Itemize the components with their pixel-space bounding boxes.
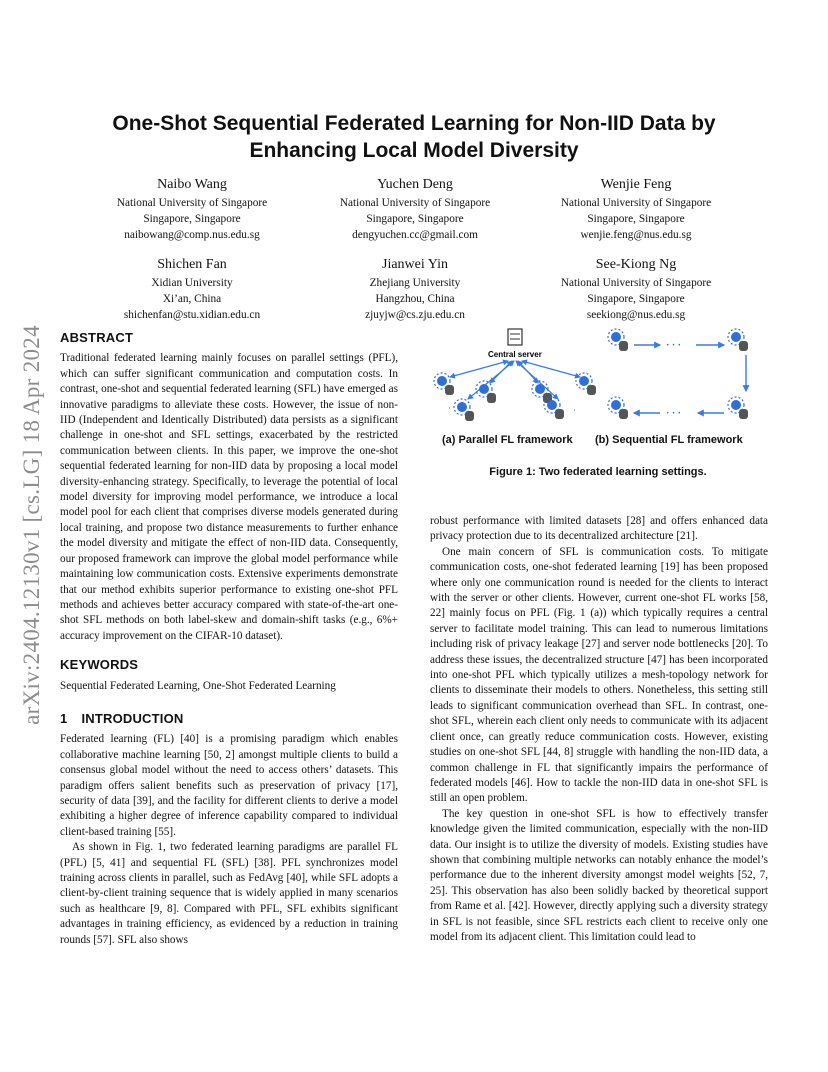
author-name: See-Kiong Ng <box>595 257 677 272</box>
intro-heading <box>60 711 398 726</box>
author-location: Singapore, Singapore <box>143 213 241 225</box>
author-card <box>77 255 307 323</box>
svg-text:·: · <box>448 404 451 413</box>
author-name: Naibo Wang <box>157 177 227 192</box>
author-location: Singapore, Singapore <box>587 293 685 305</box>
author-location: Singapore, Singapore <box>366 213 464 225</box>
abstract-text: Traditional federated learning mainly focuses on parallel settings (PFL), which can suffer significant communication and computation costs. In contrast, one-shot and sequential federated learning (SFL) have emerged as innovative paradigms to alleviate these costs. However, the issue of non-IID (Independent and Identically Distributed) data persists as a significant challenge in one-shot and SFL settings, exacerbated by the restricted communication between clients. In this paper, we improve the one-shot sequential federated learning for non-IID data by proposing a local model diversity-enhancing strategy. Specifically, to leverage the potential of local model diversity for improving model performance, we introduce a local model pool for each client that comprises diverse models generated during local training, and propose two distance measurements to further enhance the model diversity and mitigate the effect of non-IID data. Consequently, our proposed framework can improve the global model performance while maintaining low communication costs. Extensive experiments demonstrate that our method exhibits superior performance to existing one-shot PFL methods and achieves better accuracy compared with state-of-the-art one-shot SFL methods on both label-skew and domain-shift tasks (e.g., 6%+ accuracy improvement on the CIFAR-10 dataset). <box>60 352 398 642</box>
author-affiliation: National University of Singapore <box>560 197 712 209</box>
keywords-heading: KEYWORDS <box>60 657 139 673</box>
author-card <box>521 255 751 323</box>
body-paragraph: The key question in one-shot SFL is how to effectively transfer knowledge given the limited communication, especially with the non-IID data. Our insight is to utilize the diversity of models. Existing studies have shown that combining multiple networks can notably enhance the model’s performance due to the inherent diversity amongst model weights [52, 7, 25]. This observation has also been solidly backed by theoretical support from Rame et al. [42]. However, directly applying such a diversity strategy in SFL is not feasible, since SFL restricts each client to receive only one model from its adjacent client. This limitation could lead to <box>430 807 768 943</box>
keywords-text: Sequential Federated Learning, One-Shot Federated Learning <box>60 679 336 692</box>
author-location: Singapore, Singapore <box>587 213 685 225</box>
author-affiliation: National University of Singapore <box>116 197 268 209</box>
figure-subcaption-b: (b) Sequential FL framework <box>595 434 743 446</box>
figure-1-diagram <box>428 325 768 435</box>
figure-caption: Figure 1: Two federated learning settings. <box>489 466 707 478</box>
author-card <box>300 255 530 323</box>
figure-subcaption-a: (a) Parallel FL framework <box>442 434 573 446</box>
author-name: Shichen Fan <box>157 257 227 272</box>
server-label: Central server <box>488 350 542 359</box>
parallel-fl-diagram <box>434 329 596 421</box>
abstract-heading: ABSTRACT <box>60 330 134 345</box>
intro-paragraph: Federated learning (FL) [40] is a promising paradigm which enables collaborative machine learning [50, 2] amongst multiple clients to build a consensus global model without the need to access others’ datasets. This paradigm offers salient benefits such as preservation of privacy [17], security of data [39], and the facility for different clients to derive a model exhibiting a higher degree of inference capability compared to individual client-based training [55]. <box>60 733 398 838</box>
author-email: shichenfan@stu.xidian.edu.cn <box>123 309 261 321</box>
author-affiliation: Xidian University <box>151 277 233 289</box>
author-card <box>77 175 307 243</box>
sequence-dots: · · · <box>666 340 682 351</box>
author-affiliation: Zhejiang University <box>369 277 461 289</box>
author-location: Hangzhou, China <box>375 293 455 305</box>
sequential-fl-diagram <box>608 329 748 419</box>
svg-text:·: · <box>573 406 576 415</box>
paper-title: One-Shot Sequential Federated Learning for Non-IID Data by Enhancing Local Model Diversity <box>112 112 716 162</box>
right-column <box>430 514 768 945</box>
section-number: 1 <box>60 710 68 726</box>
author-name: Yuchen Deng <box>377 177 453 192</box>
author-location: Xi’an, China <box>162 293 222 305</box>
body-paragraph: robust performance with limited datasets [28] and offers enhanced data privacy protection due to its decentralized architecture [21]. <box>430 515 768 543</box>
author-affiliation: National University of Singapore <box>339 197 491 209</box>
arxiv-sidebar-stamp <box>18 290 46 760</box>
author-email: zjuyjw@cs.zju.edu.cn <box>365 309 465 321</box>
author-email: dengyuchen.cc@gmail.com <box>352 229 478 241</box>
body-paragraph: One main concern of SFL is communication costs. To mitigate communication costs, one-shot federated learning [19] has been proposed where only one communication round is needed for the clients to interact with the server or other clients. However, current one-shot FL works [58, 22] mainly focus on PFL (Fig. 1 (a)) which typically requires a central server to facilitate model training. This can lead to numerous limitations including risk of privacy leakage [27] and server node bottlenecks [20]. To address these issues, the decentralized structure [47] has been incorporated into one-shot PFL which typically utilizes a mesh-topology network for clients to disseminate their models to others. Nonetheless, this setting still leads to significant communication overhead than SFL. In contrast, one-shot SFL, wherein each client only needs to communicate with its adjacent client once, can greatly reduce communication costs. However, existing studies on one-shot SFL [44, 8] struggle with handling the non-IID data, a common challenge in FL that significantly impairs the performance of federated models [46]. How to tackle the non-IID data in one-shot SFL is still an open problem. <box>430 545 768 805</box>
intro-paragraph: As shown in Fig. 1, two federated learning paradigms are parallel FL (PFL) [5, 41] and sequential FL (SFL) [38]. PFL synchronizes model training across clients in parallel, such as FedAvg [40], while SFL adopts a client-by-client training sequence that is widely applied in many scenarios such as healthcare [9, 8]. Compared with PFL, SFL exhibits significant advantages in training efficiency, as evidenced by a reduction in training rounds [57]. SFL also shows <box>60 841 398 946</box>
section-title: INTRODUCTION <box>81 710 184 726</box>
author-email: wenjie.feng@nus.edu.sg <box>580 229 692 241</box>
author-email: naibowang@comp.nus.edu.sg <box>124 229 260 241</box>
author-card <box>521 175 751 243</box>
author-affiliation: National University of Singapore <box>560 277 712 289</box>
left-column <box>60 330 398 948</box>
sequence-dots: · · · <box>666 408 682 419</box>
author-card <box>300 175 530 243</box>
author-name: Wenjie Feng <box>600 177 672 192</box>
server-icon <box>508 329 522 345</box>
arxiv-id: arXiv:2404.12130v1 [cs.LG] 18 Apr 2024 <box>19 325 44 725</box>
author-name: Jianwei Yin <box>382 257 448 272</box>
author-email: seekiong@nus.edu.sg <box>586 309 686 321</box>
